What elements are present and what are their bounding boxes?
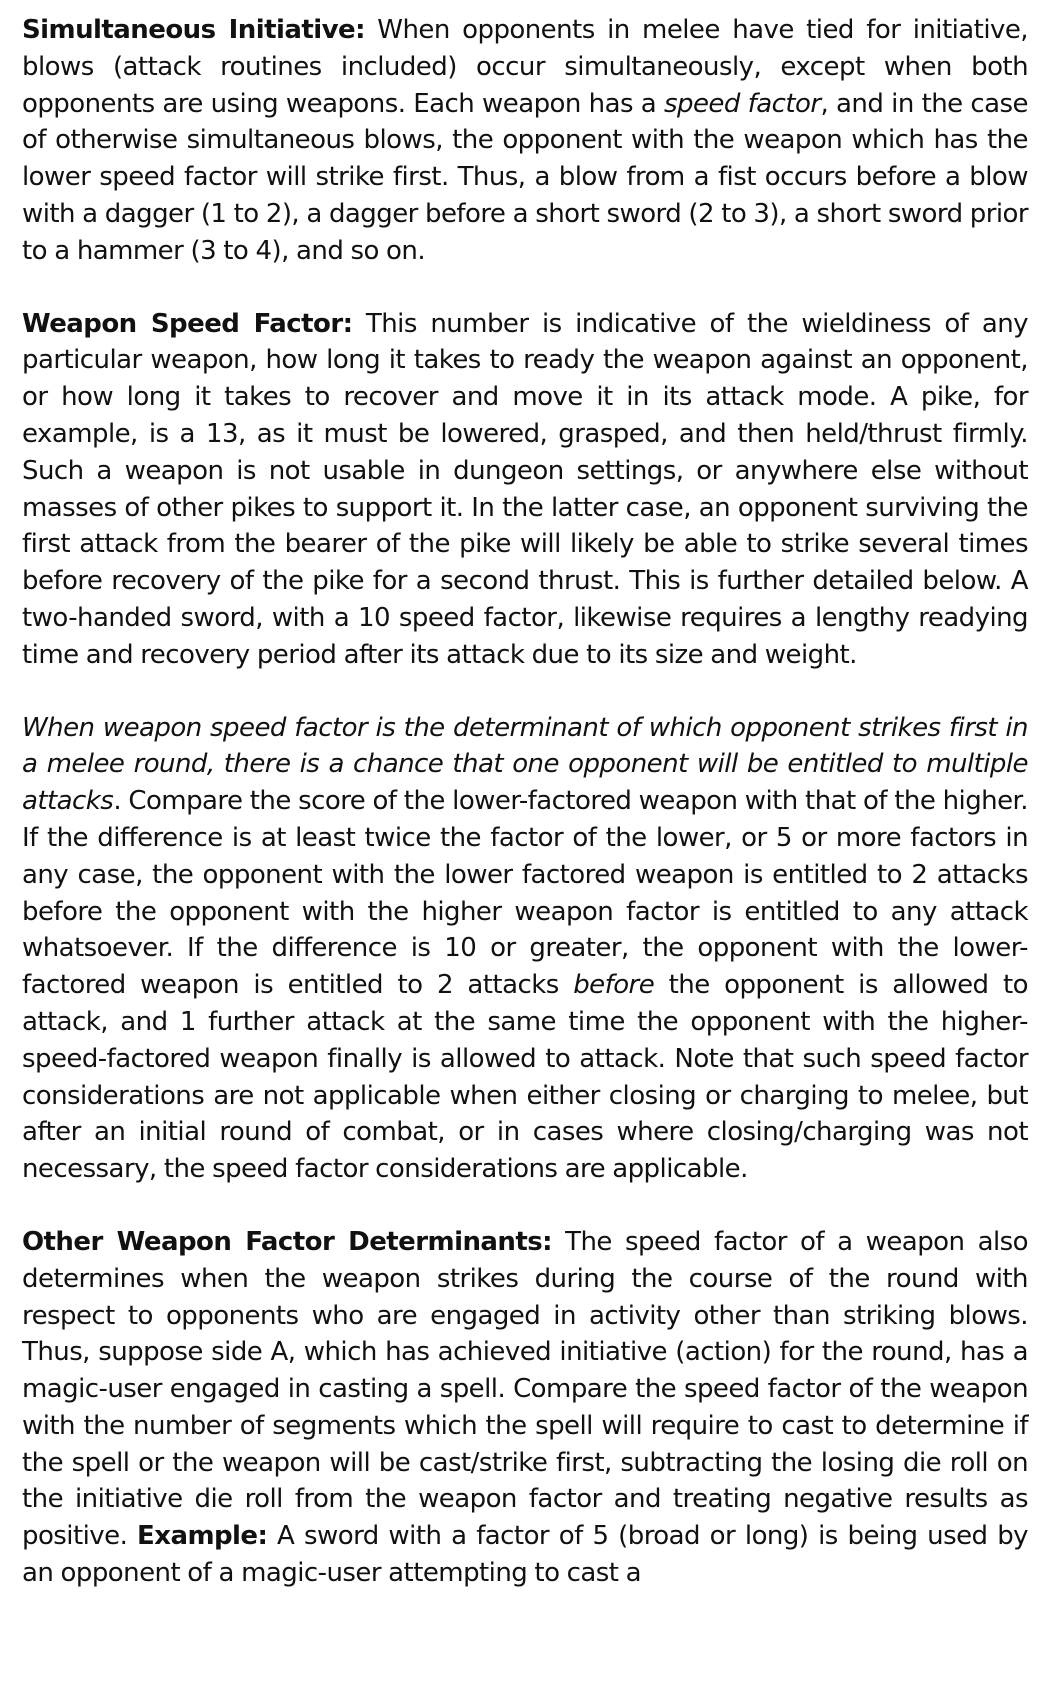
italic-term-speed-factor: speed factor [664,88,821,119]
paragraph-text: The speed factor of a weapon also determines when the weapon strikes during the course of the round with respect to opponents who are engaged in activity other than striking blows. Thus, suppose side A, which has achieved initiative (action) for the round, has a magic-user engaged in casting a spell. Compare the speed factor of the weapon with the number of segments which the spell will require to cast to determine if the spell or the weapon will be cast/strike first, subtracting the losing die roll on the initiative die roll from the weapon factor and treating negative results as positive. [22,1226,1028,1552]
example-label: Example: [137,1521,268,1552]
paragraph-text: , and in the case of otherwise simultaneous blows, the opponent with the weapon which has the lower speed factor will strike first. Thus, a blow from a fist occurs before a blow with a dagger (1 to 2), a dagger before a short sword (2 to 3), a short sword prior to a hammer (3 to 4), and so on. [22,88,1028,266]
paragraph-simultaneous-initiative [22,12,1028,270]
heading-other-weapon-factor-determinants: Other Weapon Factor Determinants: [22,1226,553,1257]
paragraph-text: the opponent is allowed to attack, and 1 further attack at the same time the opponent with the higher-speed-factored weapon finally is allowed to attack. Note that such speed factor considerations are not applicable when either closing or charging to melee, but after an initial round of combat, or in cases where closing/charging was not necessary, the speed factor considerations are applicable. [22,970,1028,1185]
paragraph-text: A sword with a factor of 5 (broad or long) is being used by an opponent of a magic-user attempting to cast a [22,1521,1028,1589]
italic-lead-sentence: When weapon speed factor is the determinant of which opponent strikes first in a melee round, there is a chance that one opponent will be entitled to multiple attacks [22,712,1028,817]
paragraph-weapon-speed-factor [22,306,1028,674]
paragraph-text: When opponents in melee have tied for initiative, blows (attack routines included) occur simultaneously, except when both opponents are using weapons. Each weapon has a [22,15,1028,119]
paragraph-multiple-attacks [22,710,1028,1188]
paragraph-text: . Compare the score of the lower-factored weapon with that of the higher. If the difference is at least twice the factor of the lower, or 5 or more factors in any case, the opponent with the lower factored weapon is entitled to 2 attacks before the opponent with the higher weapon factor is entitled to any attack whatsoever. If the difference is 10 or greater, the opponent with the lower-factored weapon is entitled to 2 attacks [22,786,1028,1001]
paragraph-text: This number is indicative of the wieldiness of any particular weapon, how long it takes to ready the weapon against an opponent, or how long it takes to recover and move it in its attack mode. A pike, for example, is a 13, as it must be lowered, grasped, and then held/thrust firmly. Such a weapon is not usable in dungeon settings, or anywhere else without masses of other pikes to support it. In the latter case, an opponent surviving the first attack from the bearer of the pike will likely be able to strike several times before recovery of the pike for a second thrust. This is further detailed below. A two-handed sword, with a 10 speed factor, likewise requires a lengthy readying time and recovery period after its attack due to its size and weight. [22,308,1028,670]
italic-word-before: before [573,970,655,1001]
heading-simultaneous-initiative: Simultaneous Initiative: [22,15,365,45]
heading-weapon-speed-factor: Weapon Speed Factor: [22,308,353,339]
document-page [22,12,1028,1628]
paragraph-other-weapon-factor-determinants [22,1224,1028,1592]
